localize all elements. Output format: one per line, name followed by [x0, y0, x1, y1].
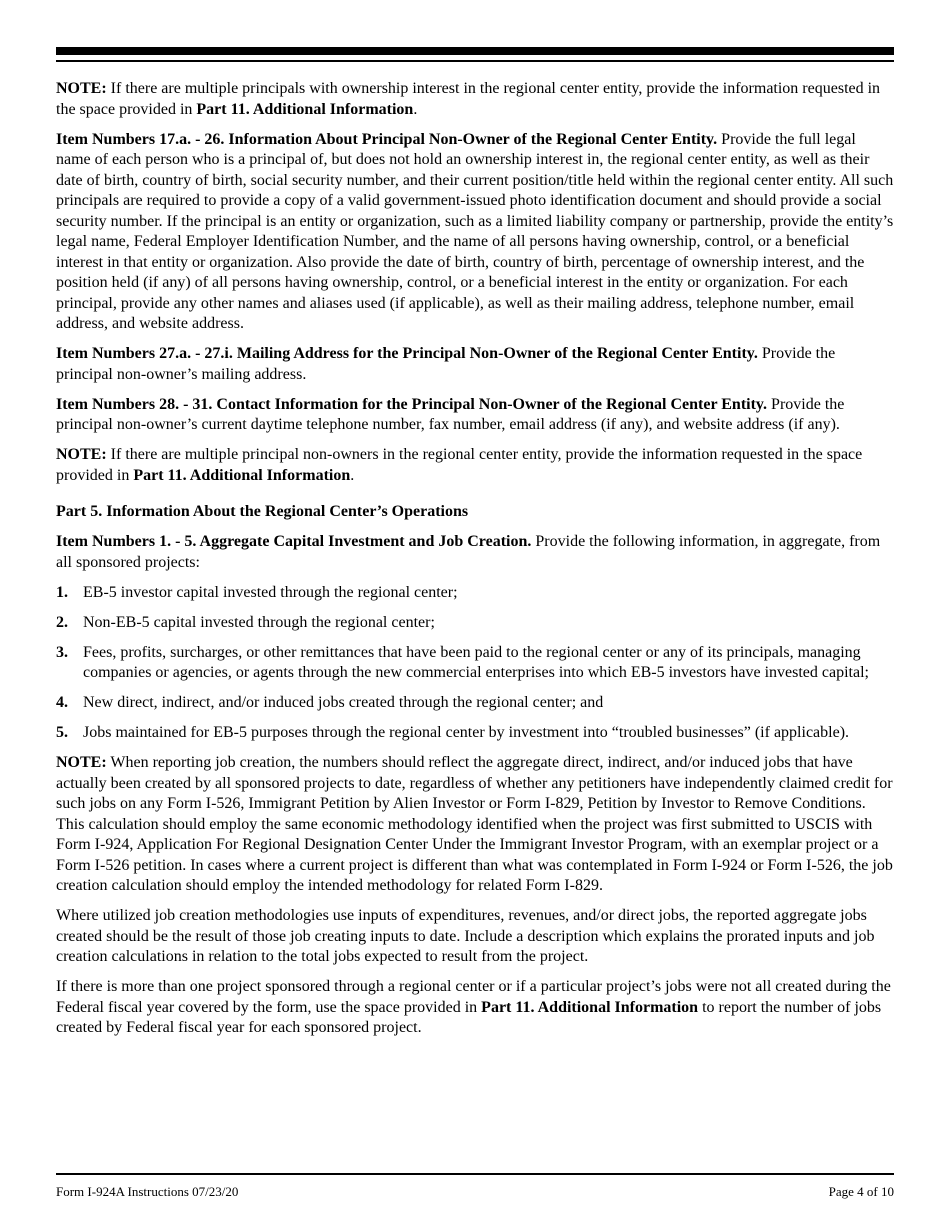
- item-17-26-paragraph: Item Numbers 17.a. - 26. Information About Principal Non-Owner of the Regional Center Entity. Provide the full legal name of each person who is a principal of, but does not hold an ownership interest in, the regional center entity, as well as their date of birth, country of birth, social security number, and their current position/title held within the regional center entity. All such principals are required to provide a copy of a valid government-issued photo identification document and should provide a social security number. If the principal is an entity or organization, such as a limited liability company or partnership, provide the entity’s legal name, Federal Employer Identification Number, and the name of all persons having ownership, control, or a beneficial interest in that entity or organization. Also provide the date of birth, country of birth, percentage of ownership interest, and the position held (if any) of all persons having ownership, control, or a beneficial interest in the entity or organization. For each principal, provide any other names and aliases used (if applicable), as well as their mailing address, telephone number, email address, and website address.: [56, 130, 894, 332]
- header-rule-thick: [56, 47, 894, 55]
- header-rule-thin: [56, 60, 894, 62]
- footer-page-number: Page 4 of 10: [828, 1184, 894, 1199]
- note-principal-non-owners: NOTE: If there are multiple principal non-owners in the regional center entity, provide the information requested in the space provided in Part 11. Additional Information.: [56, 446, 863, 484]
- note-principals-ownership: NOTE: If there are multiple principals with ownership interest in the regional center entity, provide the information requested in the space provided in Part 11. Additional Information.: [56, 80, 881, 118]
- list-item: 4. New direct, indirect, and/or induced jobs created through the regional center; and: [56, 694, 604, 711]
- item-27-paragraph: Item Numbers 27.a. - 27.i. Mailing Address for the Principal Non-Owner of the Regional Center Entity. Provide the principal non-owner’s mailing address.: [56, 345, 836, 383]
- list-item: 1. EB-5 investor capital invested through the regional center;: [56, 583, 458, 601]
- multiple-projects-paragraph: If there is more than one project sponsored through a regional center or if a particular project’s jobs were not all created during the Federal fiscal year covered by the form, use the space provided in Part 11. Additional Information to report the number of jobs created by Federal fiscal year for each sponsored project.: [56, 978, 891, 1036]
- part-5-heading: Part 5. Information About the Regional Center’s Operations: [56, 503, 469, 520]
- footer-rule: [56, 1173, 894, 1175]
- list-item: 3. Fees, profits, surcharges, or other remittances that have been paid to the regional center or any of its principals, managing companies or agencies, or agents through the new commercial enterprises into which EB-5 investors have invested capital;: [56, 643, 869, 681]
- list-item: 2. Non-EB-5 capital invested through the regional center;: [56, 613, 435, 631]
- note-job-creation: NOTE: When reporting job creation, the numbers should reflect the aggregate direct, indirect, and/or induced jobs that have actually been created by all sponsored projects to date, regardless of whether any petitioners have independently claimed credit for such jobs on any Form I-526, Immigrant Petition by Alien Investor or Form I-829, Petition by Investor to Remove Conditions. This calculation should employ the same economic methodology identified when the project was first submitted to USCIS with Form I-924, Application For Regional Designation Center Under the Immigrant Investor Program, with an exemplar project or a Form I-526 petition. In cases where a current project is different than what was contemplated in Form I-924 or Form I-526, the job creation calculation should employ the intended methodology for related Form I-829.: [56, 754, 893, 894]
- methodology-paragraph: Where utilized job creation methodologies use inputs of expenditures, revenues, and/or direct jobs, the reported aggregate jobs created should be the result of those job creating inputs to date. Include a description which explains the prorated inputs and job creation calculations in relation to the total jobs expected to result from the project.: [56, 907, 875, 965]
- page-content: [56, 79, 894, 1048]
- item-28-31-paragraph: Item Numbers 28. - 31. Contact Information for the Principal Non-Owner of the Regional Center Entity. Provide the principal non-owner’s current daytime telephone number, fax number, email address (if any), and website address (if any).: [56, 395, 845, 433]
- item-1-5-paragraph: Item Numbers 1. - 5. Aggregate Capital Investment and Job Creation. Provide the following information, in aggregate, from all sponsored projects:: [56, 533, 881, 571]
- list-item: 5. Jobs maintained for EB-5 purposes through the regional center by investment into “troubled businesses” (if applicable).: [56, 724, 850, 741]
- footer-form-id: Form I-924A Instructions 07/23/20: [56, 1184, 239, 1199]
